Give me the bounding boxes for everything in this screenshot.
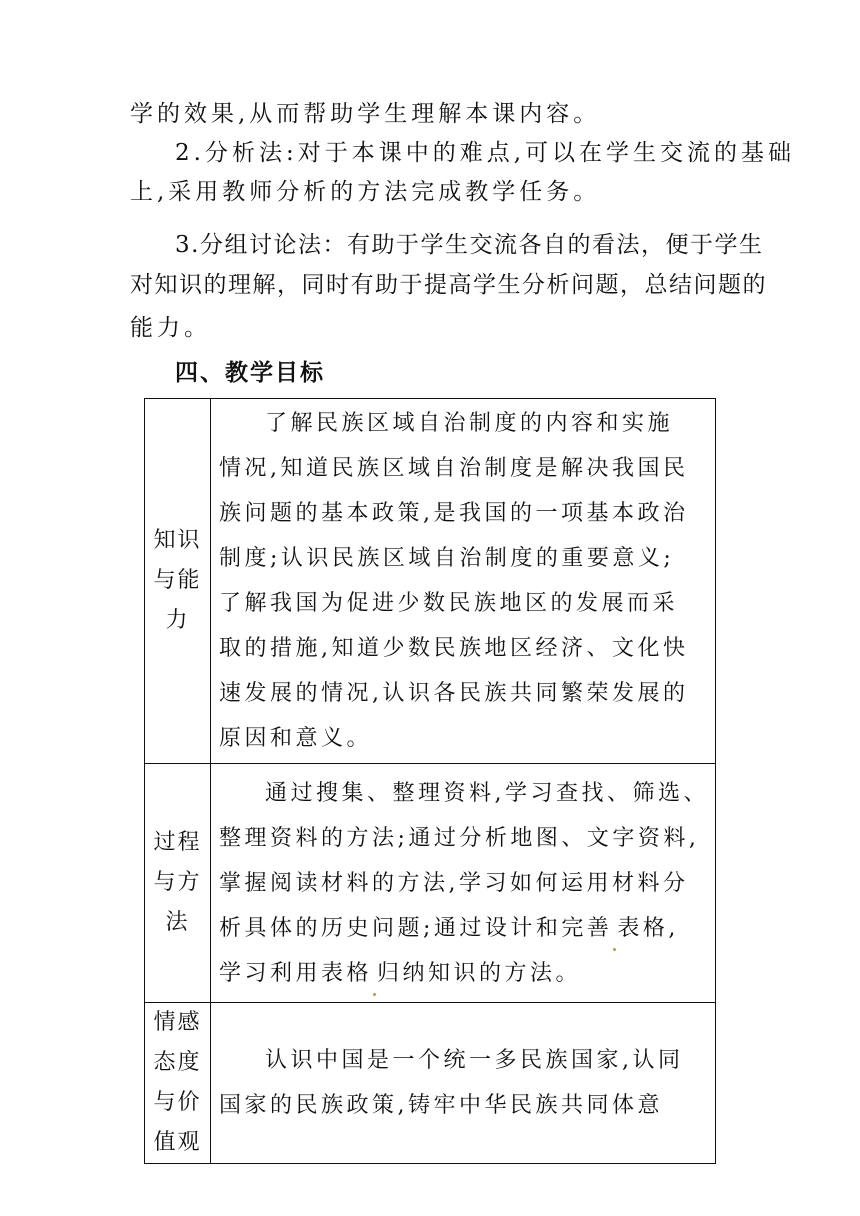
paragraph-line: 上,采用教师分析的方法完成教学任务。 [130,179,601,205]
row-label-line: 情感态度 [153,1010,202,1075]
content-line [219,906,709,951]
content-line: 认识中国是一个统一多民族国家,认同 [265,1048,684,1073]
table-row [145,399,716,764]
row-content [211,399,716,764]
content-line: 制度;认识民族区域自治制度的重要意义; [219,546,675,571]
content-line: 族问题的基本政策,是我国的一项基本政治 [219,501,689,526]
content-segment: 学习利用表格 [219,960,373,986]
content-segment: 表格, [617,915,679,941]
paragraph-line: 对知识的理解，同时有助于提高学生分析问题，总结问题的 [130,272,767,298]
content-segment: 归纳知识的方法。 [377,960,582,986]
paragraph-line: 3.分组讨论法：有助于学生交流各自的看法，便于学生 [175,232,764,258]
content-line: 国家的民族政策,铸牢中华民族共同体意 [219,1093,663,1118]
table-row [145,1003,716,1164]
row-content [211,764,716,1003]
content-line [219,951,709,996]
content-line: 掌握阅读材料的方法,学习如何运用材料分 [219,870,689,896]
paragraph-line: 能力。 [130,315,211,341]
row-label: 知识与能力 [145,399,211,764]
content-line: 通过搜集、整理资料,学习查找、筛选、 [265,780,709,806]
content-line: 了解民族区域自治制度的内容和实施 [265,411,674,436]
content-line: 整理资料的方法;通过分析地图、文字资料, [219,825,700,851]
annotation-mark [613,948,616,951]
row-label [145,1003,211,1164]
content-line: 取的措施,知道少数民族地区经济、文化快 [219,636,689,661]
content-line: 情况,知道民族区域自治制度是解决我国民 [219,456,689,481]
row-content [211,1003,716,1164]
paragraph-line: 2.分析法:对于本课中的难点,可以在学生交流的基础 [175,140,796,166]
content-line: 原因和意义。 [219,726,373,751]
annotation-mark [373,993,376,996]
section-heading: 四、教学目标 [175,360,325,386]
table-row [145,764,716,1003]
row-label-line: 与价值观 [153,1090,202,1155]
teaching-goals-table [144,398,716,1164]
content-segment: 析具体的历史问题;通过设计和完善 [219,915,613,941]
paragraph-line: 学的效果,从而帮助学生理解本课内容。 [130,101,601,127]
content-line: 了解我国为促进少数民族地区的发展而采 [219,591,679,616]
content-line: 速发展的情况,认识各民族共同繁荣发展的 [219,681,689,706]
row-label: 过程与方法 [145,764,211,1003]
